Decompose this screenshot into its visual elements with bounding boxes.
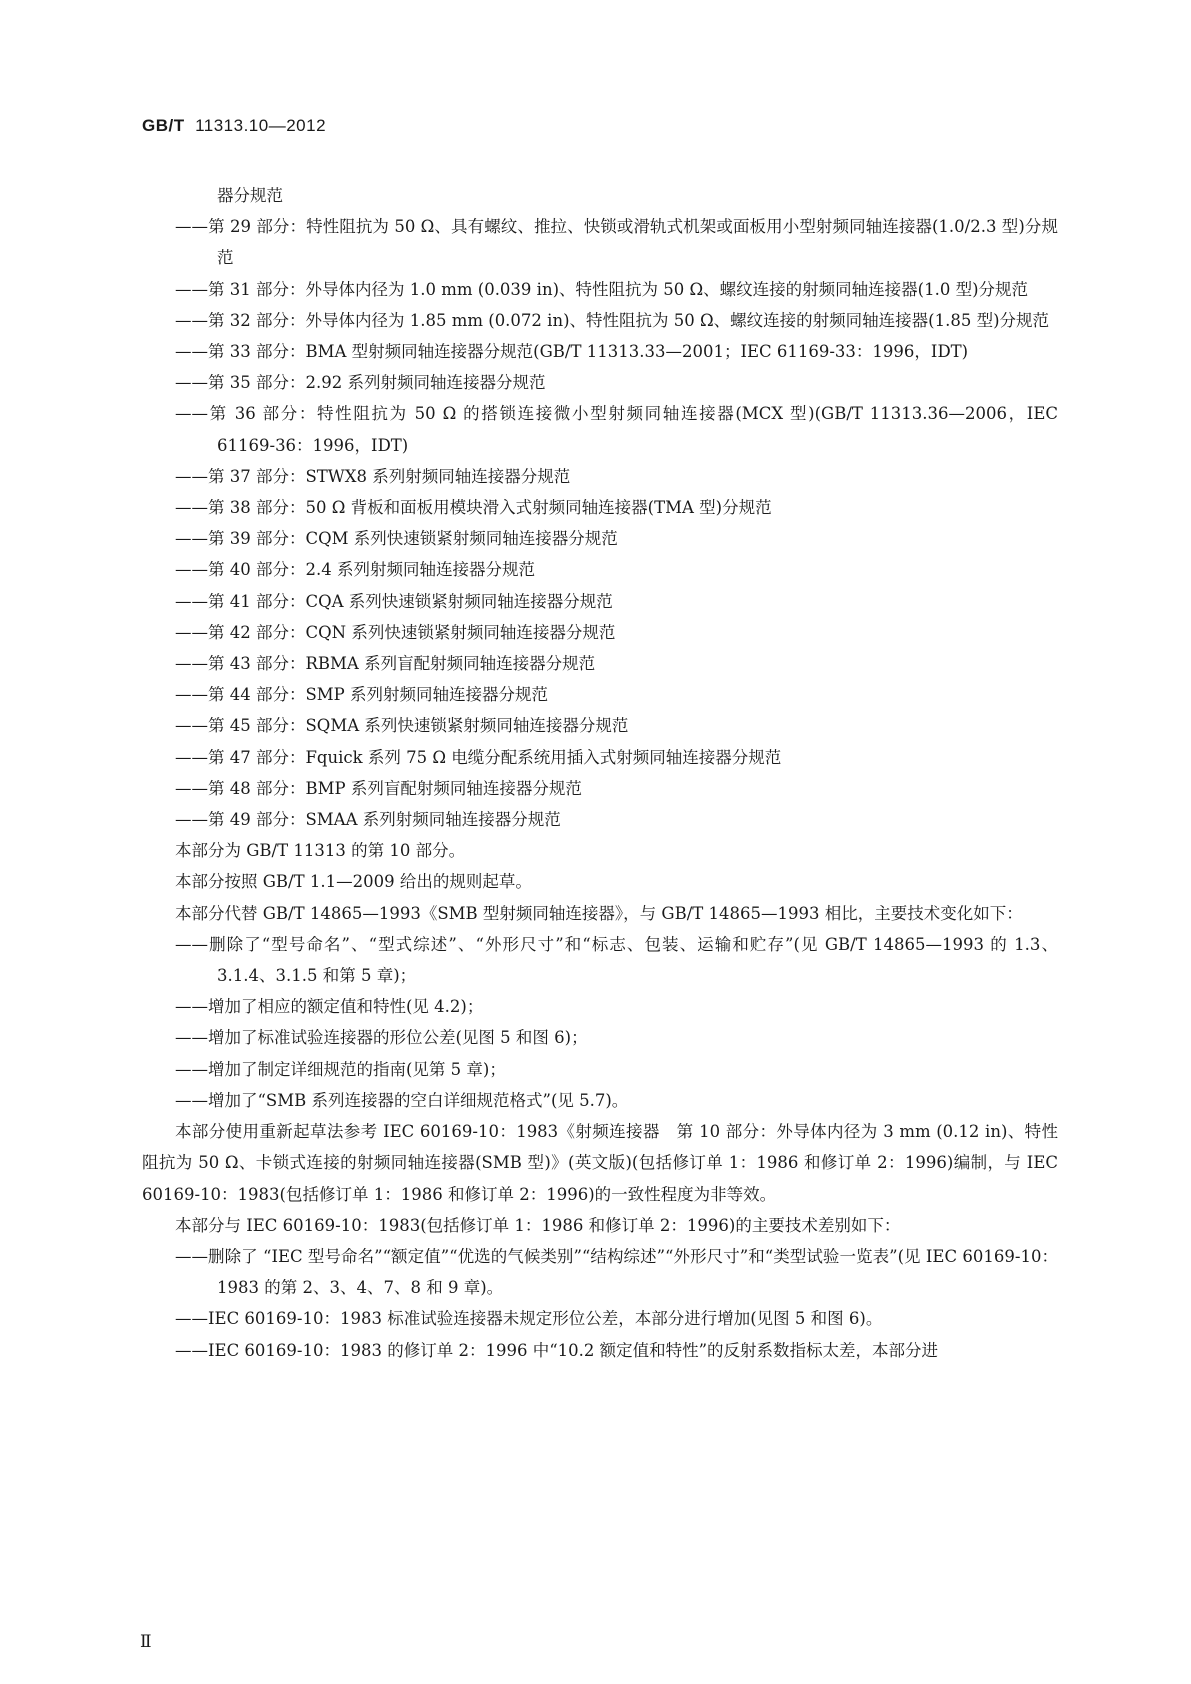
paragraph-part-of: 本部分为 GB/T 11313 的第 10 部分。: [175, 841, 466, 861]
list-item: ——第 37 部分：STWX8 系列射频同轴连接器分规范: [175, 466, 571, 486]
list-item: ——第 48 部分：BMP 系列盲配射频同轴连接器分规范: [175, 778, 582, 798]
list-item: ——IEC 60169-10：1983 的修订单 2：1996 中“10.2 额定值和特性”的反射系数指标太差，本部分进: [175, 1340, 939, 1360]
list-item: ——增加了标准试验连接器的形位公差(见图 5 和图 6)；: [175, 1028, 588, 1048]
list-item: ——第 49 部分：SMAA 系列射频同轴连接器分规范: [175, 810, 561, 830]
list-item: ——删除了 “IEC 型号命名”“额定值”“优选的气候类别”“结构综述”“外形尺寸”和“类型试验一览表”(见 IEC 60169-10：1983 的第 2、3、4、7、8 和 9 章)。: [175, 1246, 1058, 1298]
standard-number: 11313.10—2012: [195, 116, 327, 135]
list-item: ——第 44 部分：SMP 系列射频同轴连接器分规范: [175, 685, 549, 705]
list-item: ——第 32 部分：外导体内径为 1.85 mm (0.072 in)、特性阻抗为 50 Ω、螺纹连接的射频同轴连接器(1.85 型)分规范: [175, 310, 1050, 330]
list-item: ——第 40 部分：2.4 系列射频同轴连接器分规范: [175, 560, 535, 580]
paragraph-replaces: 本部分代替 GB/T 14865—1993《SMB 型射频同轴连接器》，与 GB/T 14865—1993 相比，主要技术变化如下：: [175, 903, 1023, 923]
list-item: ——第 45 部分：SQMA 系列快速锁紧射频同轴连接器分规范: [175, 716, 629, 736]
list-item: ——第 29 部分：特性阻抗为 50 Ω、具有螺纹、推拉、快锁或滑轨式机架或面板用小型射频同轴连接器(1.0/2.3 型)分规范: [175, 217, 1058, 268]
list-item: ——删除了“型号命名”、“型式综述”、“外形尺寸”和“标志、包装、运输和贮存”(见 GB/T 14865—1993 的 1.3、3.1.4、3.1.5 和第 5 章)；: [175, 934, 1058, 986]
paragraph-iec-reference: 本部分使用重新起草法参考 IEC 60169-10：1983《射频连接器 第 10 部分：外导体内径为 3 mm (0.12 in)、特性阻抗为 50 Ω、卡锁式连接的射频同轴连接器(SMB 型)》(英文版)(包括修订单 1：1986 和修订单 2：1996)编制，与 IEC 60169-10：1983(包括修订单 1：1986 和修订单 2：1996)的一致性程度为非等效。: [142, 1122, 1058, 1204]
list-item: ——第 31 部分：外导体内径为 1.0 mm (0.039 in)、特性阻抗为 50 Ω、螺纹连接的射频同轴连接器(1.0 型)分规范: [175, 279, 1029, 299]
parts-list: [142, 211, 1058, 835]
document-header: [142, 116, 326, 136]
continuation-line: 器分规范: [217, 186, 283, 205]
standard-code: GB/T: [142, 116, 185, 135]
changes-list: [142, 929, 1058, 1116]
list-item: ——增加了“SMB 系列连接器的空白详细规范格式”(见 5.7)。: [175, 1090, 629, 1110]
paragraph-iec-differences: 本部分与 IEC 60169-10：1983(包括修订单 1：1986 和修订单 2：1996)的主要技术差别如下：: [175, 1215, 901, 1235]
list-item: ——IEC 60169-10：1983 标准试验连接器未规定形位公差，本部分进行增加(见图 5 和图 6)。: [175, 1309, 883, 1329]
list-item: ——第 41 部分：CQA 系列快速锁紧射频同轴连接器分规范: [175, 591, 613, 611]
list-item: ——第 43 部分：RBMA 系列盲配射频同轴连接器分规范: [175, 654, 596, 674]
list-item: ——第 38 部分：50 Ω 背板和面板用模块滑入式射频同轴连接器(TMA 型)分规范: [175, 498, 772, 518]
list-item: ——第 36 部分：特性阻抗为 50 Ω 的搭锁连接微小型射频同轴连接器(MCX 型)(GB/T 11313.36—2006，IEC 61169-36：1996，IDT): [175, 404, 1058, 455]
list-item: ——第 33 部分：BMA 型射频同轴连接器分规范(GB/T 11313.33—2001；IEC 61169-33：1996，IDT): [175, 342, 969, 362]
list-item: ——第 47 部分：Fquick 系列 75 Ω 电缆分配系统用插入式射频同轴连接器分规范: [175, 747, 782, 767]
list-item: ——第 42 部分：CQN 系列快速锁紧射频同轴连接器分规范: [175, 622, 616, 642]
list-item: ——增加了相应的额定值和特性(见 4.2)；: [175, 997, 484, 1017]
page-number: Ⅱ: [140, 1632, 151, 1652]
differences-list: [142, 1241, 1058, 1366]
paragraph-drafting: 本部分按照 GB/T 1.1—2009 给出的规则起草。: [175, 872, 532, 892]
list-item: ——第 39 部分：CQM 系列快速锁紧射频同轴连接器分规范: [175, 529, 618, 549]
list-item: ——增加了制定详细规范的指南(见第 5 章)；: [175, 1059, 506, 1079]
list-item: ——第 35 部分：2.92 系列射频同轴连接器分规范: [175, 373, 546, 393]
document-body: [142, 180, 1058, 1366]
